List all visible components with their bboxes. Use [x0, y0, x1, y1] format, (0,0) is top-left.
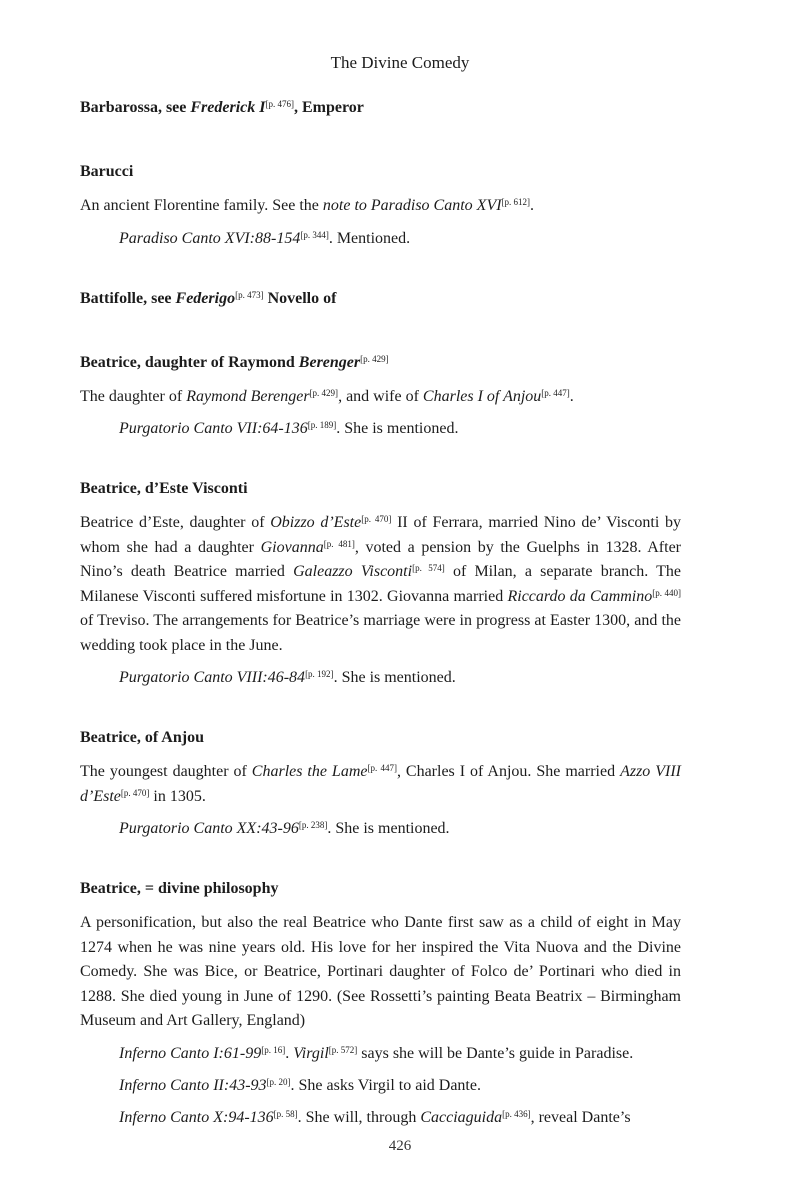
entry-heading: Barucci — [80, 163, 134, 180]
page-ref[interactable]: [p. 16] — [261, 1044, 286, 1055]
link-berenger[interactable]: Berenger — [298, 353, 361, 371]
canto-reference: Purgatorio Canto VII:64-136[p. 189]. She is mentioned. — [119, 420, 459, 437]
link-galeazzo-visconti[interactable]: Galeazzo Visconti — [293, 563, 413, 580]
link-obizzo-deste[interactable]: Obizzo d’Este — [270, 514, 362, 531]
canto-reference: Inferno Canto I:61-99[p. 16]. Virgil[p. 572] says she will be Dante’s guide in Paradise. — [119, 1044, 634, 1062]
canto-reference: Inferno Canto II:43-93[p. 20]. She asks Virgil to aid Dante. — [119, 1076, 481, 1094]
page-ref[interactable]: [p. 429] — [309, 387, 339, 398]
canto-reference: Purgatorio Canto XX:43-96[p. 238]. She is mentioned. — [119, 820, 450, 837]
link-canto[interactable]: Inferno Canto X:94-136 — [119, 1108, 274, 1126]
page-ref[interactable]: [p. 612] — [501, 197, 531, 207]
entry-barbarossa — [80, 96, 681, 120]
page-ref[interactable]: [p. 429] — [360, 353, 389, 364]
entry-body: A personification, but also the real Beatrice who Dante first saw as a child of eight in May 1274 when he was nine years old. His love for her inspired the Vita Nuova and the Divine Comedy. She was Bice, or Beatrice, Portinari daughter of Folco de’ Portinari who died in 1288. She died young in June of 1290. (See Rossetti’s painting Beata Beatrix – Birmingham Museum and Art Gallery, England) — [80, 914, 681, 1029]
link-canto[interactable]: Paradiso Canto XVI:88-154 — [119, 229, 301, 247]
page-ref[interactable]: [p. 481] — [323, 538, 355, 549]
page-ref[interactable]: [p. 470] — [361, 514, 392, 524]
link-charles-i-of-anjou[interactable]: Charles I of Anjou — [422, 387, 542, 405]
page-ref[interactable]: [p. 447] — [367, 763, 397, 773]
link-federigo[interactable]: Federigo — [175, 289, 236, 307]
entry-beatrice-divine — [80, 877, 681, 1130]
page-number: 426 — [388, 1138, 412, 1154]
entry-beatrice-este — [80, 477, 681, 690]
link-virgil[interactable]: Virgil — [293, 1044, 329, 1062]
page-ref[interactable]: [p. 447] — [541, 387, 570, 398]
entry-body: An ancient Florentine family. See the note to Paradiso Canto XVI[p. 612]. — [80, 197, 535, 214]
page-ref[interactable]: [p. 189] — [307, 420, 337, 430]
link-canto[interactable]: Inferno Canto II:43-93 — [119, 1076, 267, 1094]
link-note-paradiso-xvi[interactable]: note to Paradiso Canto XVI — [322, 197, 502, 214]
entry-heading: Barbarossa, see Frederick I[p. 476], Emperor — [80, 99, 364, 116]
page-ref[interactable]: [p. 470] — [120, 787, 150, 798]
canto-reference: Paradiso Canto XVI:88-154[p. 344]. Mentioned. — [119, 229, 411, 247]
entry-heading: Beatrice, daughter of Raymond Berenger[p. 429] — [80, 353, 389, 371]
page-ref[interactable]: [p. 473] — [235, 289, 264, 300]
link-frederick-i[interactable]: Frederick I — [190, 99, 266, 116]
link-giovanna[interactable]: Giovanna — [260, 538, 324, 556]
running-head: The Divine Comedy — [330, 53, 470, 72]
link-raymond-berenger[interactable]: Raymond Berenger — [186, 387, 310, 405]
page-ref[interactable]: [p. 238] — [298, 820, 328, 830]
page-ref[interactable]: [p. 476] — [265, 99, 294, 109]
link-canto[interactable]: Inferno Canto I:61-99 — [119, 1044, 262, 1062]
entry-heading: Beatrice, d’Este Visconti — [80, 480, 248, 497]
page-ref[interactable]: [p. 58] — [273, 1108, 298, 1119]
entry-beatrice-berenger — [80, 351, 681, 442]
link-canto[interactable]: Purgatorio Canto VIII:46-84 — [119, 669, 306, 686]
entry-heading: Beatrice, of Anjou — [80, 729, 204, 746]
link-cacciaguida[interactable]: Cacciaguida — [420, 1108, 503, 1126]
page-ref[interactable]: [p. 440] — [652, 587, 681, 598]
page-ref[interactable]: [p. 572] — [328, 1044, 358, 1055]
page-ref[interactable]: [p. 574] — [412, 563, 445, 573]
entry-heading: Beatrice, = divine philosophy — [80, 880, 279, 897]
link-riccardo-da-cammino[interactable]: Riccardo da Cammino — [507, 587, 653, 605]
page-ref[interactable]: [p. 344] — [300, 229, 329, 240]
link-charles-the-lame[interactable]: Charles the Lame — [251, 763, 368, 780]
glossary-content — [80, 96, 681, 1138]
page-ref[interactable]: [p. 20] — [266, 1076, 291, 1087]
link-azzo-viii-deste[interactable]: Azzo VIII d’Este — [80, 763, 682, 805]
canto-reference: Purgatorio Canto VIII:46-84[p. 192]. She is mentioned. — [119, 669, 456, 686]
entry-barucci — [80, 160, 681, 251]
entry-battifolle — [80, 287, 681, 311]
page-ref[interactable]: [p. 436] — [502, 1108, 531, 1119]
entry-heading: Battifolle, see Federigo[p. 473] Novello of — [80, 289, 337, 307]
page-ref[interactable]: [p. 192] — [305, 669, 334, 679]
canto-reference: Inferno Canto X:94-136[p. 58]. She will, through Cacciaguida[p. 436], reveal Dante’s — [119, 1108, 631, 1126]
entry-body: Beatrice d’Este, daughter of Obizzo d’Este[p. 470] II of Ferrara, married Nino de’ Visconti by whom she had a daughter Giovanna[p. 481], voted a pension by the Guelphs in 1328. After Nino’s death Beatrice married Galeazzo Visconti[p. 574] of Milan, a separate branch. The Milanese Visconti suffered misfortune in 1302. Giovanna married Riccardo da Cammino[p. 440] of Treviso. The arrangements for Beatrice’s marriage were in progress at Easter 1300, and the wedding took place in the June. — [80, 514, 682, 654]
entry-beatrice-anjou — [80, 726, 681, 841]
entry-body: The daughter of Raymond Berenger[p. 429], and wife of Charles I of Anjou[p. 447]. — [80, 387, 574, 405]
link-canto[interactable]: Purgatorio Canto VII:64-136 — [119, 420, 308, 437]
link-canto[interactable]: Purgatorio Canto XX:43-96 — [119, 820, 299, 837]
entry-body: The youngest daughter of Charles the Lame[p. 447], Charles I of Anjou. She married Azzo VIII d’Este[p. 470] in 1305. — [80, 763, 682, 805]
